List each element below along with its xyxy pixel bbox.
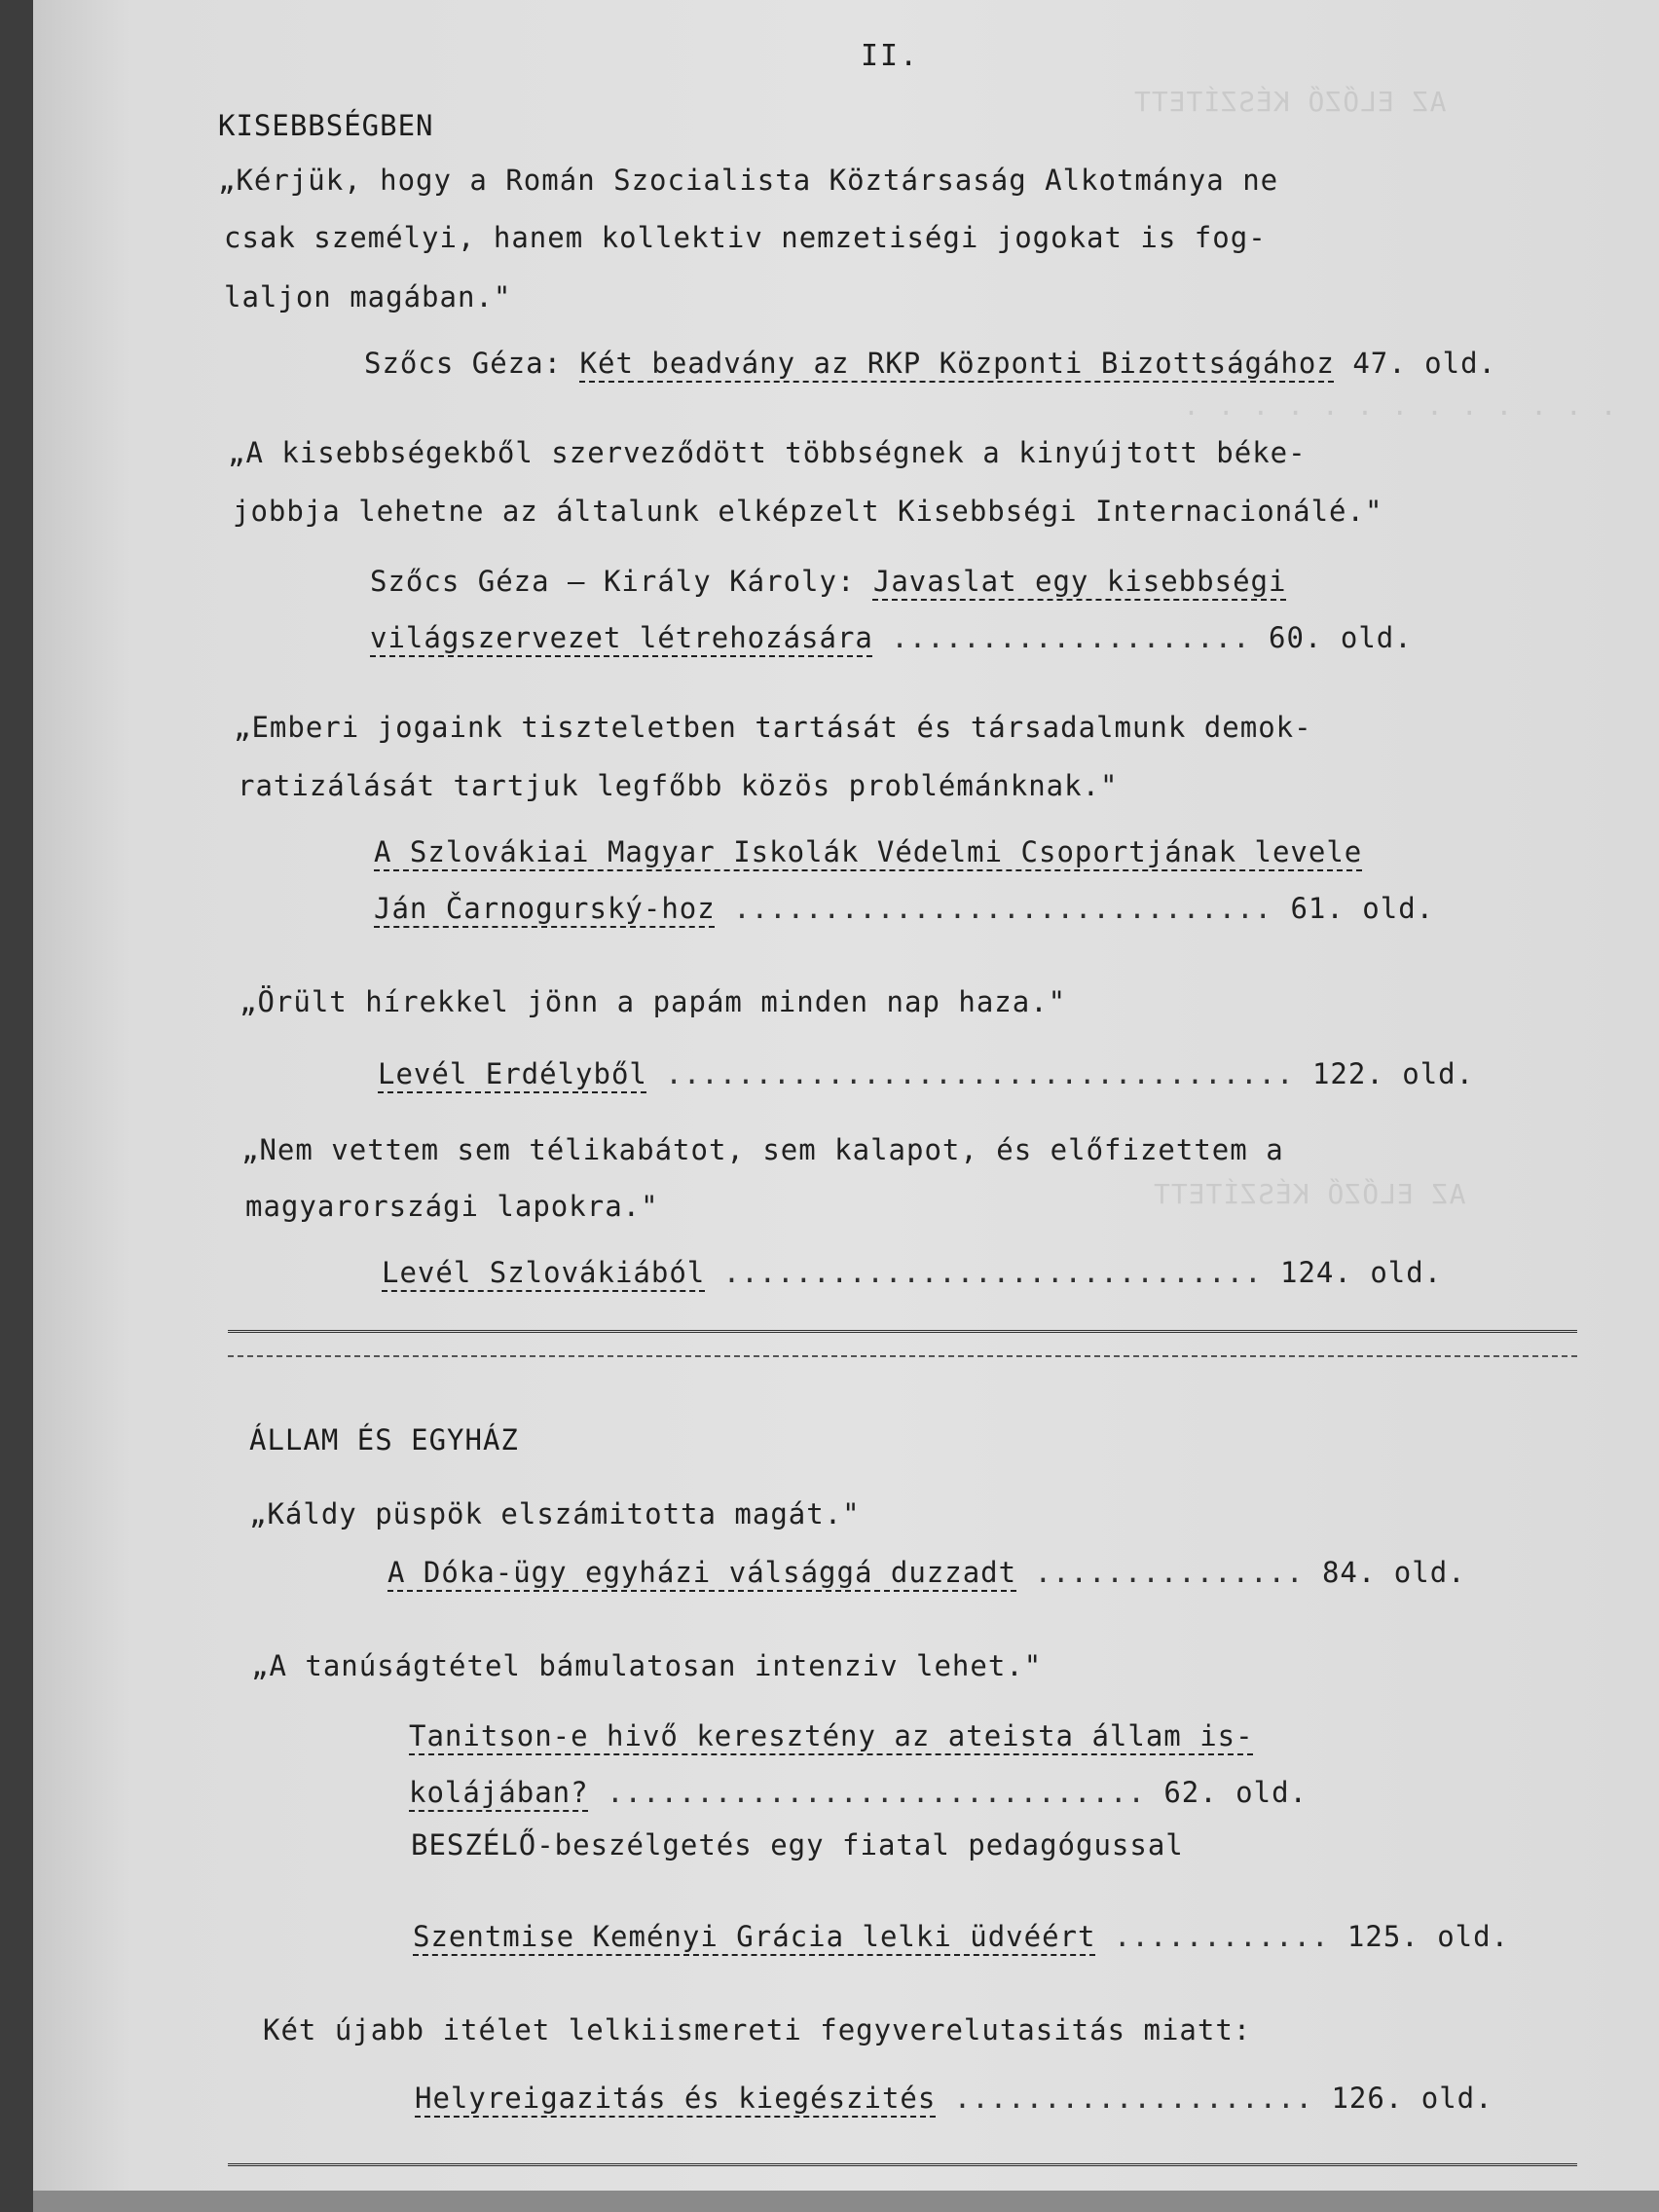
leader-dots: ............: [1113, 1920, 1330, 1953]
leader-dots: ..............................: [607, 1776, 1146, 1809]
quote-line: laljon magában.": [224, 280, 512, 313]
entry-author: Szőcs Géza:: [364, 347, 563, 380]
leader-dots: ....................: [891, 621, 1251, 654]
toc-entry[interactable]: [374, 835, 1362, 868]
document-page: [33, 0, 1659, 2212]
bleed-through-text: . . . . . . . . . . . . .: [1182, 389, 1617, 422]
entry-title: Levél Szlovákiából: [382, 1256, 706, 1289]
toc-entry[interactable]: [413, 1920, 1509, 1953]
entry-subtitle: BESZÉLŐ-beszélgetés egy fiatal pedagógussal: [411, 1828, 1184, 1862]
toc-entry-continued[interactable]: [409, 1776, 1308, 1809]
toc-entry[interactable]: [415, 2082, 1493, 2115]
entry-title: Tanitson-e hivő keresztény az ateista állam is-: [409, 1719, 1254, 1752]
entry-page: 60. old.: [1269, 621, 1413, 654]
toc-entry[interactable]: [364, 347, 1496, 380]
entry-title: világszervezet létrehozására: [370, 621, 873, 654]
entry-title: Helyreigazitás és kiegészités: [415, 2082, 937, 2115]
quote-line: csak személyi, hanem kollektiv nemzetiségi jogokat is fog-: [224, 221, 1267, 254]
leader-dots: ..............................: [722, 1256, 1263, 1289]
section-heading-kisebbsegben: KISEBBSÉGBEN: [218, 109, 434, 142]
toc-entry[interactable]: [370, 565, 1286, 598]
entry-page: 126. old.: [1331, 2082, 1493, 2115]
section-heading-allam-es-egyhaz: ÁLLAM ÉS EGYHÁZ: [249, 1423, 519, 1456]
entry-title: kolájában?: [409, 1776, 589, 1809]
bleed-through-text: AZ ELŐZŐ KÉSZÍTETT: [1133, 86, 1447, 118]
toc-entry[interactable]: [378, 1057, 1474, 1090]
entry-page: 47. old.: [1352, 347, 1496, 380]
quote-line: Két újabb itélet lelkiismereti fegyverelutasitás miatt:: [263, 2013, 1252, 2046]
leader-dots: ...................................: [665, 1057, 1295, 1090]
quote-line: jobbja lehetne az általunk elképzelt Kisebbségi Internacionálé.": [233, 495, 1383, 528]
toc-entry[interactable]: [387, 1556, 1466, 1589]
section-separator: [228, 1330, 1577, 1333]
leader-dots: ....................: [953, 2082, 1313, 2115]
entry-title: Javaslat egy kisebbségi: [872, 565, 1287, 598]
entry-title: Levél Erdélyből: [378, 1057, 647, 1090]
entry-title: Két beadvány az RKP Központi Bizottságához: [579, 347, 1335, 380]
quote-line: „Káldy püspök elszámitotta magát.": [249, 1497, 861, 1530]
leader-dots: ...............: [1034, 1556, 1305, 1589]
toc-entry-continued[interactable]: [374, 892, 1434, 925]
entry-page: 61. old.: [1290, 892, 1435, 925]
entry-title: A Dóka-ügy egyházi válsággá duzzadt: [387, 1556, 1017, 1589]
entry-title: Ján Čarnogurský-hoz: [374, 892, 716, 925]
quote-line: „Örült hírekkel jönn a papám minden nap haza.": [240, 985, 1067, 1018]
page-number: II.: [861, 39, 920, 73]
entry-page: 84. old.: [1321, 1556, 1466, 1589]
quote-line: „A tanúságtétel bámulatosan intenziv lehet.": [251, 1649, 1043, 1682]
bleed-through-text: AZ ELŐZŐ KÉSZÍTETT: [1153, 1178, 1466, 1210]
entry-page: 124. old.: [1280, 1256, 1443, 1289]
toc-entry-continued[interactable]: [370, 621, 1413, 654]
entry-page: 122. old.: [1311, 1057, 1475, 1090]
entry-page: 125. old.: [1346, 1920, 1510, 1953]
entry-title: Szentmise Keményi Grácia lelki üdvéért: [413, 1920, 1096, 1953]
quote-line: „A kisebbségekből szerveződött többségnek a kinyújtott béke-: [228, 436, 1307, 469]
entry-page: 62. old.: [1163, 1776, 1309, 1809]
quote-line: magyarországi lapokra.": [245, 1190, 659, 1223]
quote-line: „Nem vettem sem télikabátot, sem kalapot, és előfizettem a: [241, 1133, 1284, 1166]
toc-entry[interactable]: [409, 1719, 1254, 1752]
quote-line: „Emberi jogaink tiszteletben tartását és társadalmunk demok-: [234, 711, 1312, 744]
section-separator: [228, 2163, 1577, 2166]
scan-edge: [33, 2191, 1659, 2212]
quote-line: ratizálását tartjuk legfőbb közös problémánknak.": [238, 769, 1119, 802]
entry-title: A Szlovákiai Magyar Iskolák Védelmi Csoportjának levele: [374, 835, 1363, 868]
toc-entry[interactable]: [382, 1256, 1442, 1289]
section-separator: [228, 1355, 1577, 1357]
leader-dots: ..............................: [733, 892, 1272, 925]
quote-line: „Kérjük, hogy a Román Szocialista Köztársaság Alkotmánya ne: [218, 164, 1279, 197]
entry-author: Szőcs Géza — Király Károly:: [370, 565, 856, 598]
